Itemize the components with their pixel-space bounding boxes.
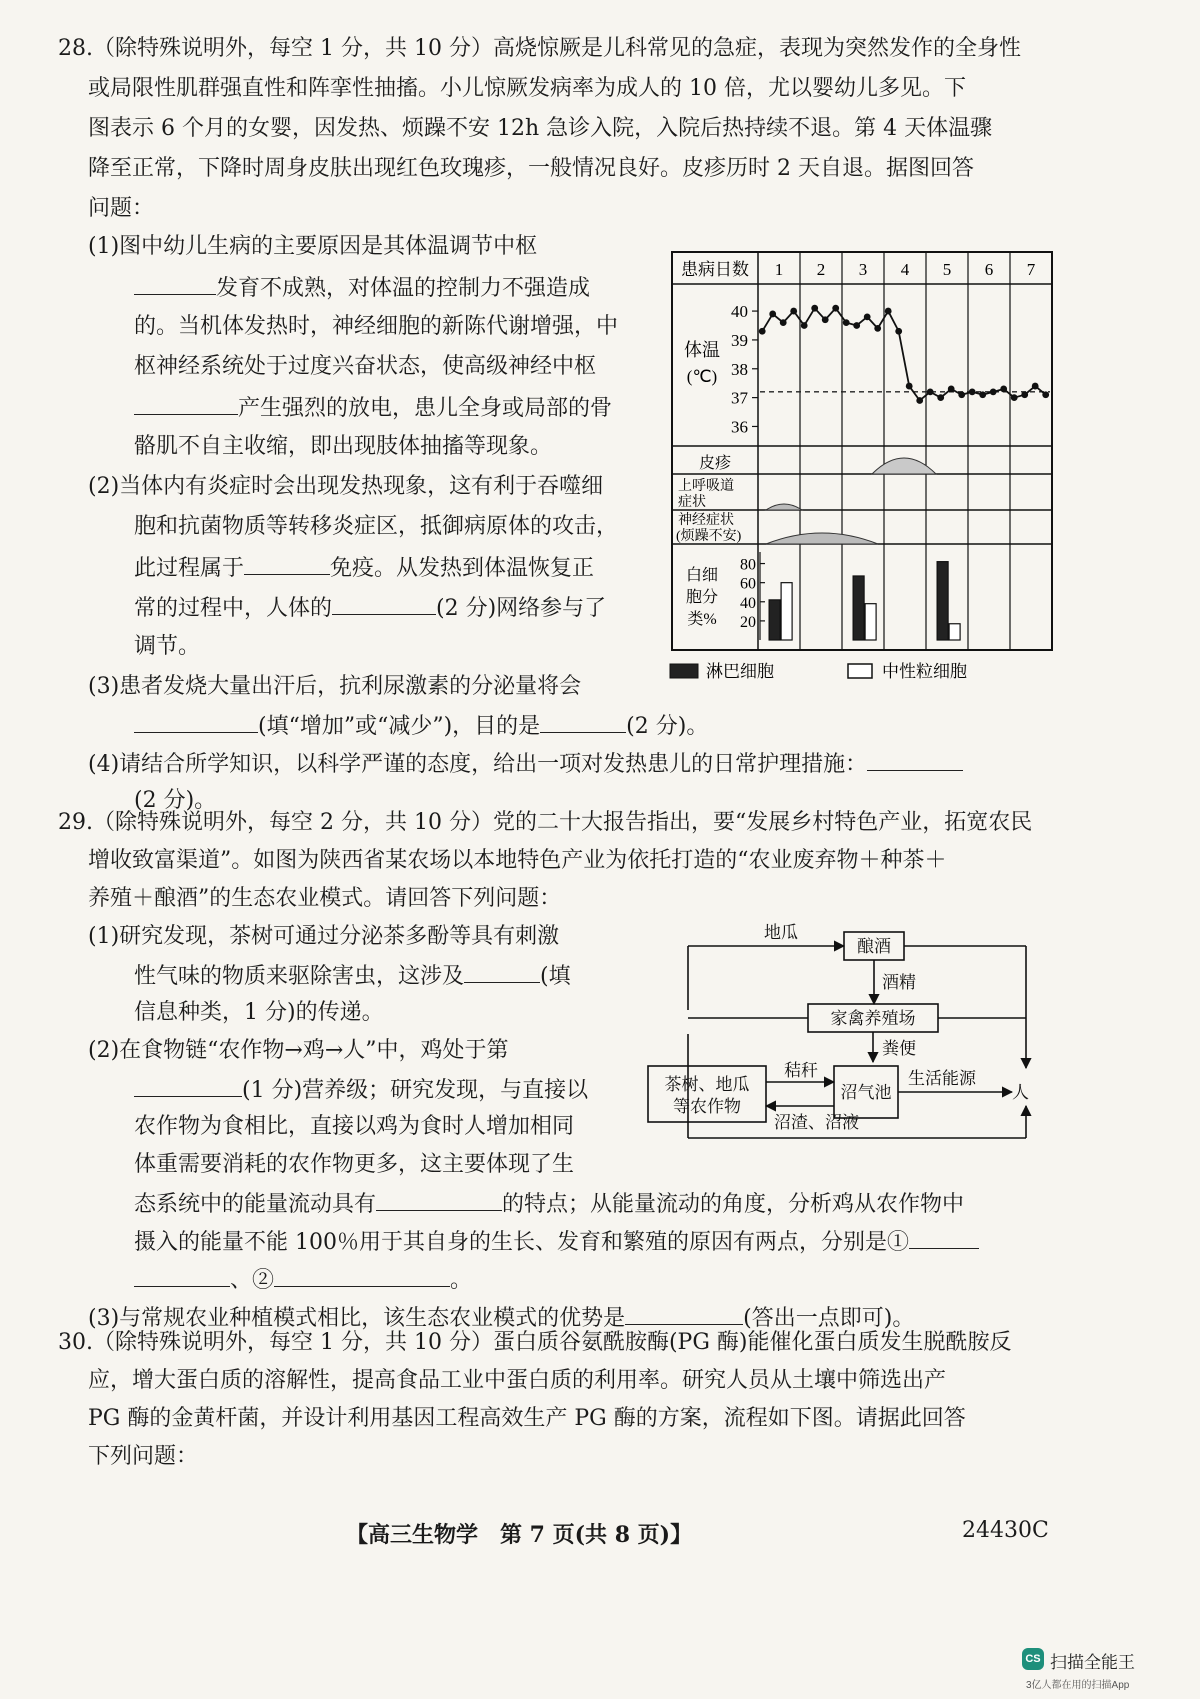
temp-point [822, 316, 829, 323]
row-header-label: 患病日数 [681, 260, 749, 279]
q28-line-3: 图表示 6 个月的女婴，因发热、烦躁不安 12h 急诊入院，入院后热持续不退。第 4 天体温骤 [88, 116, 993, 141]
wbc-bar [769, 600, 780, 640]
resp-label-1: 上呼吸道 [678, 479, 734, 494]
answer-blank[interactable] [867, 748, 963, 771]
q28-line-2: 或局限性肌群强直性和阵挛性抽搐。小儿惊厥发病率为成人的 10 倍，尤以婴幼儿多见。下 [88, 76, 966, 101]
neuro-label-2: (烦躁不安) [676, 529, 742, 544]
wbc-tick-label: 20 [740, 613, 756, 631]
temp-point [1021, 391, 1028, 398]
q28-s1-line-3: 的。当机体发热时，神经细胞的新陈代谢增强，中 [134, 314, 619, 339]
footer-code: 24430C [962, 1518, 1049, 1543]
residue-label: 沼渣、沼液 [774, 1113, 859, 1132]
day-tick-label: 2 [816, 260, 826, 279]
temp-point [937, 394, 944, 401]
temp-unit: (℃) [686, 367, 718, 386]
biogas-label: 沼气池 [840, 1083, 892, 1102]
temp-point [979, 391, 986, 398]
temp-point [958, 391, 965, 398]
temp-point [895, 328, 902, 335]
sweet-potato-label: 地瓜 [764, 923, 798, 942]
wbc-axis [740, 552, 765, 640]
q29-s2-line-3: 农作物为食相比，直接以鸡为食时人增加相同 [134, 1114, 575, 1139]
q28-s1-line-2: 发育不成熟，对体温的控制力不强造成 [134, 272, 590, 304]
temp-point [811, 305, 818, 312]
resp-label-2: 症状 [678, 495, 706, 510]
answer-blank[interactable] [332, 592, 436, 615]
q28-s1-line-5: 产生强烈的放电，患儿全身或局部的骨 [134, 392, 612, 424]
q28-s1-line-4: 枢神经系统处于过度兴奋状态，使高级神经中枢 [134, 354, 597, 379]
fever-chart [672, 252, 1052, 692]
wbc-bar [949, 624, 960, 640]
resp-duration-mark [766, 504, 802, 510]
wbc-bar [853, 576, 864, 640]
temp-point [885, 308, 892, 315]
energy-label: 生活能源 [908, 1069, 976, 1088]
straw-label: 秸秆 [784, 1061, 818, 1080]
answer-blank[interactable] [540, 710, 626, 733]
temp-tick-label: 37 [731, 388, 748, 408]
temp-point [832, 305, 839, 312]
temp-axis [731, 302, 758, 436]
q28-line-1: 28.（除特殊说明外，每空 1 分，共 10 分）高烧惊厥是儿科常见的急症，表现为突然发作的全身性 [58, 36, 1021, 61]
q28-s3-line-1: (3)患者发烧大量出汗后，抗利尿激素的分泌量将会 [88, 674, 582, 699]
q30-line-4: 下列问题： [88, 1444, 199, 1469]
answer-blank[interactable] [134, 1074, 242, 1097]
temp-point [843, 319, 850, 326]
farm-label: 家禽养殖场 [830, 1009, 916, 1028]
wbc-tick-label: 60 [740, 575, 756, 593]
q29-s1-line-2: 性气味的物质来驱除害虫，这涉及 (填 [134, 960, 571, 992]
temp-point [853, 322, 860, 329]
temp-tick-label: 40 [731, 302, 748, 322]
answer-blank[interactable] [134, 1264, 230, 1287]
temp-point [790, 308, 797, 315]
answer-blank[interactable] [464, 960, 540, 983]
answer-blank[interactable] [134, 710, 258, 733]
temp-tick-label: 36 [731, 417, 748, 437]
neuro-label-1: 神经症状 [678, 513, 734, 528]
rash-label: 皮疹 [698, 455, 732, 472]
temp-point [948, 386, 955, 393]
legend-swatch-neutro [848, 664, 872, 678]
temp-point [1032, 383, 1039, 390]
day-tick-label: 5 [942, 260, 952, 279]
temp-point [864, 313, 871, 320]
manure-label: 粪便 [882, 1039, 916, 1058]
answer-blank[interactable] [376, 1188, 502, 1211]
q29-s1-line-1: (1)研究发现，茶树可通过分泌茶多酚等具有刺激 [88, 924, 560, 949]
q29-line-2: 增收致富渠道”。如图为陕西省某农场以本地特色产业为依托打造的“农业废弃物＋种茶＋ [88, 848, 947, 873]
answer-blank[interactable] [625, 1302, 743, 1325]
q28-s2-line-3: 此过程属于 免疫。从发热到体温恢复正 [134, 552, 594, 584]
q28-s2-line-4: 常的过程中，人体的 (2 分)网络参与了 [134, 592, 606, 624]
watermark-subtitle: 3亿人都在用的扫描App [1026, 1680, 1130, 1691]
person-label: 人 [1012, 1083, 1029, 1102]
q29-s2-line-2: (1 分)营养级；研究发现，与直接以 [134, 1074, 588, 1106]
q28-s4-line-2: (2 分)。 [134, 788, 217, 813]
q28-s2-line-1: (2)当体内有炎症时会出现发热现象，这有利于吞噬细 [88, 474, 604, 499]
q28-s4-line-1: (4)请结合所学知识，以科学严谨的态度，给出一项对发热患儿的日常护理措施： [88, 748, 963, 780]
temp-tick-label: 38 [731, 359, 748, 379]
temp-point [990, 388, 997, 395]
neuro-duration-mark [766, 533, 878, 544]
eco-diagram-svg [664, 920, 1036, 1146]
answer-blank[interactable] [134, 392, 238, 415]
wbc-label-3: 类% [687, 611, 717, 628]
day-tick-label: 4 [900, 260, 910, 279]
q29-s3-line-1: (3)与常规农业种植模式相比，该生态农业模式的优势是 (答出一点即可)。 [88, 1302, 914, 1334]
legend-swatch-lymph [670, 664, 698, 678]
temp-point [927, 388, 934, 395]
q29-s2-line-7: 、② 。 [134, 1264, 472, 1296]
temp-label: 体温 [684, 340, 720, 360]
q28-s2-line-5: 调节。 [134, 634, 201, 659]
q29-line-1: 29.（除特殊说明外，每空 2 分，共 10 分）党的二十大报告指出，要“发展乡村特色产业，拓宽农民 [58, 810, 1033, 835]
q30-line-3: PG 酶的金黄杆菌，并设计利用基因工程高效生产 PG 酶的方案，流程如下图。请据此回答 [88, 1406, 966, 1431]
temp-point [801, 322, 808, 329]
crops-label-2: 等农作物 [673, 1097, 741, 1116]
q28-line-4: 降至正常，下降时周身皮肤出现红色玫瑰疹，一般情况良好。皮疹历时 2 天自退。据图回答 [88, 156, 974, 181]
day-tick-label: 6 [984, 260, 994, 279]
q28-s2-line-2: 胞和抗菌物质等转移炎症区，抵御病原体的攻击， [134, 514, 619, 539]
wbc-tick-label: 40 [740, 594, 756, 612]
q29-s2-line-1: (2)在食物链“农作物→鸡→人”中，鸡处于第 [88, 1038, 509, 1063]
day-tick-label: 7 [1026, 260, 1036, 279]
day-tick-label: 3 [858, 260, 868, 279]
temp-point [906, 383, 913, 390]
q30-line-2: 应，增大蛋白质的溶解性，提高食品工业中蛋白质的利用率。研究人员从土壤中筛选出产 [88, 1368, 947, 1393]
eco-agriculture-diagram [664, 920, 1036, 1150]
fever-chart-svg [672, 252, 1052, 688]
q28-s3-line-2: (填“增加”或“减少”)，目的是 (2 分)。 [134, 710, 708, 742]
q29-s2-line-4: 体重需要消耗的农作物更多，这主要体现了生 [134, 1152, 575, 1177]
answer-blank[interactable] [909, 1226, 979, 1249]
temp-point [1000, 386, 1007, 393]
q29-s2-line-6: 摄入的能量不能 100％用于其自身的生长、发育和繁殖的原因有两点，分别是① [134, 1226, 979, 1258]
wbc-bar [781, 583, 792, 640]
watermark-brand: 扫描全能王 [1050, 1653, 1135, 1672]
wbc-bar [865, 604, 876, 640]
crops-label-1: 茶树、地瓜 [664, 1075, 750, 1094]
wbc-bar [937, 562, 948, 640]
temp-point [769, 311, 776, 318]
q29-s2-line-5: 态系统中的能量流动具有 的特点；从能量流动的角度，分析鸡从农作物中 [134, 1188, 964, 1220]
q30-line-1: 30.（除特殊说明外，每空 1 分，共 10 分）蛋白质谷氨酰胺酶(PG 酶)能催化蛋白质发生脱酰胺反 [58, 1330, 1012, 1355]
q28-s1-line-1: (1)图中幼儿生病的主要原因是其体温调节中枢 [88, 234, 538, 259]
wbc-bars [769, 562, 960, 640]
day-columns [775, 252, 1036, 650]
legend-label-neutro: 中性粒细胞 [882, 662, 967, 681]
legend-label-lymph: 淋巴细胞 [706, 662, 774, 681]
temp-point [780, 319, 787, 326]
q28-line-5: 问题： [88, 196, 155, 221]
wine-label: 酿酒 [857, 937, 891, 956]
q29-line-3: 养殖＋酿酒”的生态农业模式。请回答下列问题： [88, 886, 562, 911]
q29-s1-line-3: 信息种类，1 分)的传递。 [134, 1000, 384, 1025]
wbc-label-1: 白细 [685, 567, 719, 584]
temp-point [1011, 394, 1018, 401]
q28-s1-line-6: 骼肌不自主收缩，即出现肢体抽搐等现象。 [134, 434, 553, 459]
temp-point [916, 397, 923, 404]
temp-point [1042, 391, 1049, 398]
footer-title: 【高三生物学 第 7 页(共 8 页)】 [346, 1522, 693, 1548]
temp-point [969, 388, 976, 395]
temp-tick-label: 39 [731, 330, 748, 350]
day-tick-label: 1 [774, 260, 784, 279]
cs-logo-icon: CS [1022, 1648, 1044, 1670]
wbc-tick-label: 80 [740, 556, 756, 574]
answer-blank[interactable] [274, 1264, 450, 1287]
temp-point [874, 325, 881, 332]
answer-blank[interactable] [134, 272, 216, 295]
alcohol-label: 酒精 [882, 973, 916, 992]
answer-blank[interactable] [244, 552, 330, 575]
wbc-label-2: 胞分 [685, 589, 719, 606]
temp-point [759, 328, 766, 335]
